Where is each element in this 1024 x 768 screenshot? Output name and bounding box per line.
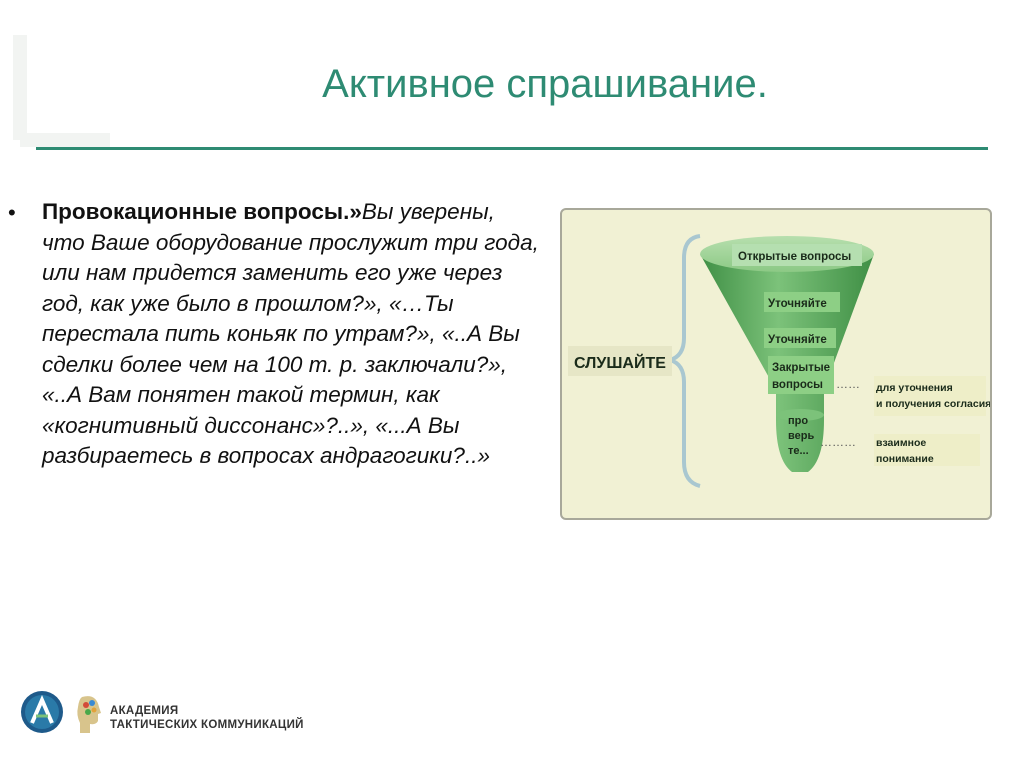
level-label-5c: те... (788, 445, 809, 457)
listen-label: СЛУШАЙТЕ (574, 355, 666, 372)
connector-dots-2: ……… (820, 435, 856, 449)
academy-logo-icon (20, 690, 64, 734)
bullet-marker: • (8, 200, 16, 225)
level-label-5b: верь (788, 430, 815, 442)
footer-line-1: АКАДЕМИЯ (110, 705, 179, 717)
footer-brand (110, 704, 304, 732)
level-label-2: Уточняйте (768, 298, 827, 310)
level-label-4a: Закрытые (772, 362, 831, 374)
level-label-4b: вопросы (772, 379, 824, 391)
title-divider (36, 147, 988, 150)
footer-line-2: ТАКТИЧЕСКИХ КОММУНИКАЦИЙ (110, 719, 304, 731)
level-label-1: Открытые вопросы (738, 251, 852, 263)
level-label-5a: про (788, 415, 809, 427)
note-1-line1: для уточнения (876, 382, 953, 394)
bullet-text (42, 197, 542, 472)
note-2-line1: взаимное (876, 437, 927, 449)
note-2-line2: понимание (876, 453, 934, 465)
connector-dots-1: …… (836, 377, 860, 391)
level-label-3: Уточняйте (768, 334, 827, 346)
background-watermark (0, 20, 120, 150)
bullet-heading: Провокационные вопросы.» (42, 199, 362, 224)
head-profile-icon (76, 693, 102, 735)
funnel-diagram (560, 208, 992, 520)
slide-title: Активное спрашивание. (322, 62, 768, 106)
funnel-svg (562, 210, 992, 520)
note-1-line2: и получения согласия (876, 398, 992, 410)
bullet-body: Вы уверены, что Ваше оборудование прослужит три года, или нам придется заменить его уже через год, как уже было в прошлом?», «…Ты перестала пить коньяк по утрам?», «..А Вы сделки более чем на 100 т. р. заключали?», «..А Вам понятен такой термин, как «когнитивный диссонанс»?..», «...А Вы разбираетесь в вопросах андрагогики?..» (42, 199, 539, 468)
brace-shape (670, 236, 700, 486)
